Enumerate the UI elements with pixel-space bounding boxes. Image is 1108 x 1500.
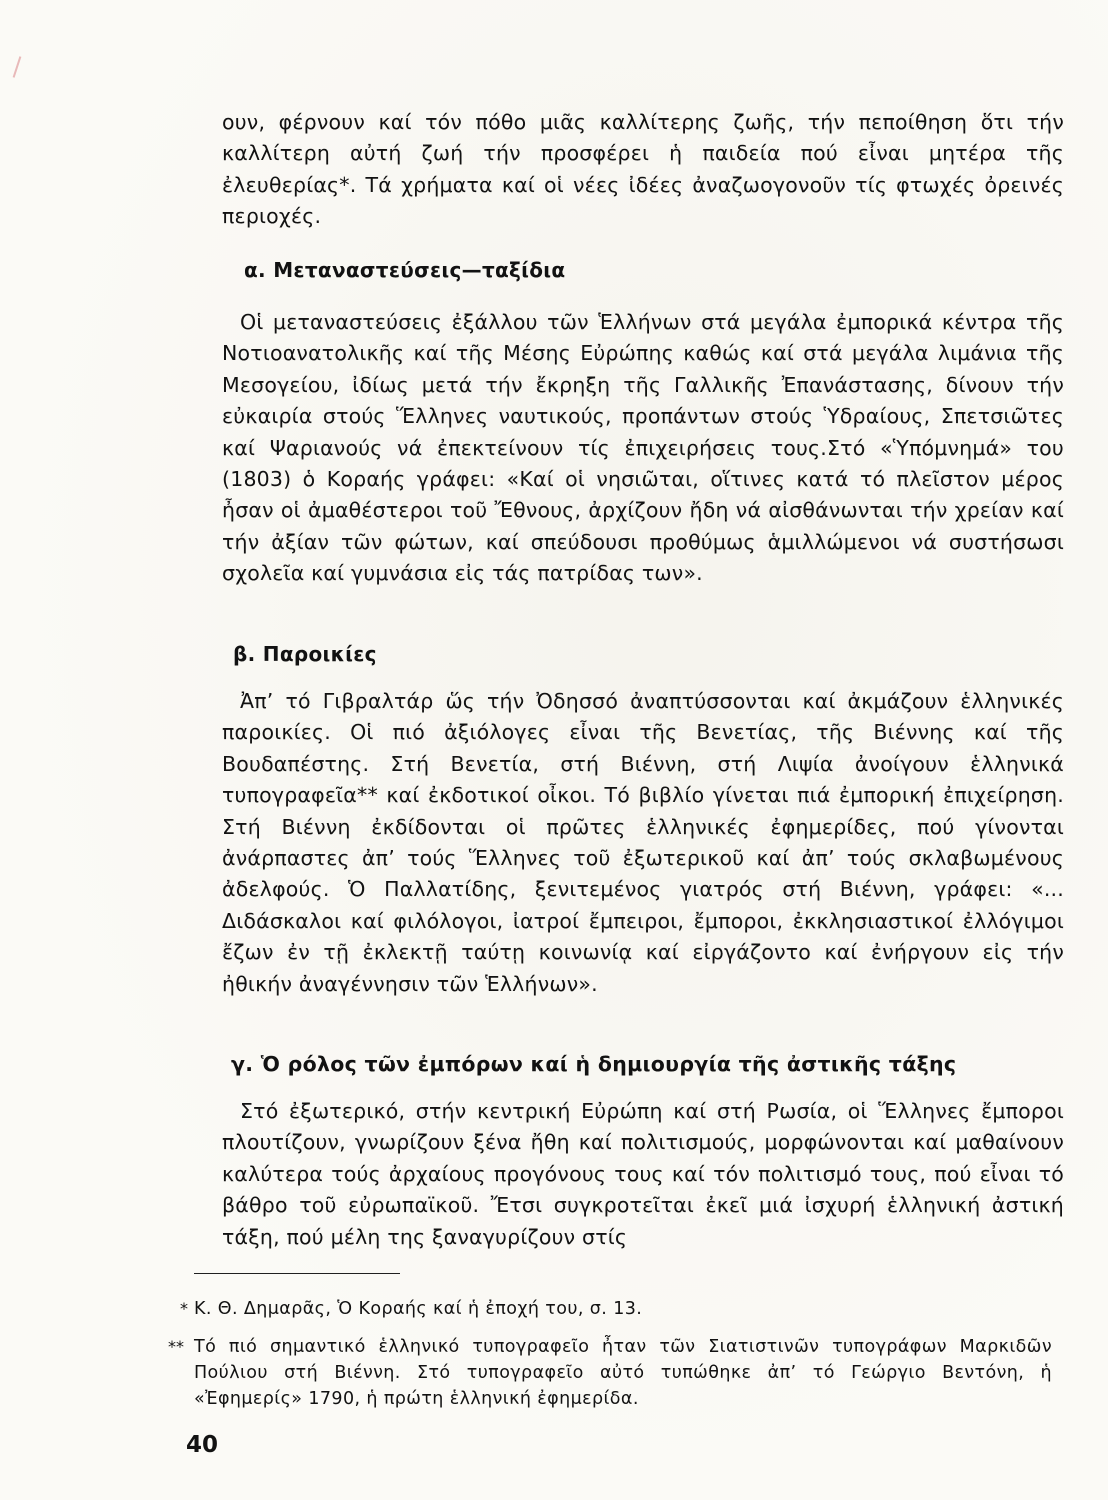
section-heading-merchants: γ. Ὁ ρόλος τῶν ἐμπόρων καί ἡ δημιουργία τῆς ἀστικῆς τάξης (231, 1052, 957, 1076)
footnote-text: Τό πιό σημαντικό ἑλληνικό τυπογραφεῖο ἦταν τῶν Σιατιστινῶν τυπογράφων Μαρκιδῶν Πούλιου στή Βιέννη. Στό τυπογραφεῖο αὐτό τυπώθηκε ἀπ’ τό Γεώργιο Βεντόνη, ἡ «Ἐφημερίς» 1790, ἡ πρώτη ἑλληνική ἐφημερίδα. (194, 1337, 1052, 1409)
paragraph-text: Οἱ μεταναστεύσεις ἐξάλλου τῶν Ἑλλήνων στά μεγάλα ἐμπορικά κέντρα τῆς Νοτιοανατολικῆς καί τῆς Μέσης Εὐρώπης καθώς καί στά μεγάλα λιμάνια τῆς Μεσογείου, ἰδίως μετά τήν ἔκρηξη τῆς Γαλλικῆς Ἐπανάστασης, δίνουν τήν εὐκαιρία στούς Ἕλληνες ναυτικούς, προπάντων στούς Ὑδραίους, Σπετσιῶτες καί Ψαριανούς νά ἐπεκτείνουν τίς ἐπιχειρήσεις τους.Στό «Ὑπόμνημά» του (1803) ὁ Κοραής γράφει: «Καί οἱ νησιῶται, οἵτινες κατά τό πλεῖστον μέρος ἦσαν οἱ ἀμαθέστεροι τοῦ Ἔθνους, ἀρχίζουν ἤδη νά αἰσθάνωνται τήν χρείαν καί τήν ἀξίαν τῶν φώτων, καί σπεύδουσι προθύμως ἁμιλλώμενοι νά συστήσωσι σχολεῖα καί γυμνάσια εἰς τάς πατρίδας των». (222, 310, 1064, 586)
section-heading-migrations: α. Μεταναστεύσεις—ταξίδια (244, 258, 566, 282)
paragraph-intro (222, 107, 1064, 233)
footnote-1 (180, 1296, 642, 1322)
paragraph-migrations (222, 307, 1064, 590)
paragraph-text: Στό ἐξωτερικό, στήν κεντρική Εὐρώπη καί στή Ρωσία, οἱ Ἕλληνες ἔμποροι πλουτίζουν, γνωρίζουν ξένα ἤθη καί πολιτισμούς, μορφώνονται καί μαθαίνουν καλύτερα τούς ἀρχαίους προγόνους τους καί τόν πολιτισμό τους, πού εἶναι τό βάθρο τοῦ εὐρωπαϊκοῦ. Ἔτσι συγκροτεῖται ἐκεῖ μιά ἰσχυρή ἑλληνική ἀστική τάξη, πού μέλη της ξαναγυρίζουν στίς (222, 1099, 1064, 1249)
paragraph-text: ουν, φέρνουν καί τόν πόθο μιᾶς καλλίτερης ζωῆς, τήν πεποίθηση ὅτι τήν καλλίτερη αὐτή ζωή τήν προσφέρει ἡ παιδεία πού εἶναι μητέρα τῆς ἐλευθερίας*. Τά χρήματα καί οἱ νέες ἰδέες ἀναζωογονοῦν τίς φτωχές ὀρεινές περιοχές. (222, 110, 1064, 229)
paragraph-communities (222, 686, 1064, 1000)
paragraph-text: Ἀπ’ τό Γιβραλτάρ ὥς τήν Ὀδησσό ἀναπτύσσονται καί ἀκμάζουν ἑλληνικές παροικίες. Οἱ πιό ἀξιόλογες εἶναι τῆς Βενετίας, τῆς Βιέννης καί τῆς Βουδαπέστης. Στή Βενετία, στή Βιέννη, στή Λιψία ἀνοίγουν ἑλληνικά τυπογραφεῖα** καί ἐκδοτικοί οἶκοι. Τό βιβλίο γίνεται πιά ἐμπορική ἐπιχείρηση. Στή Βιέννη ἐκδίδονται οἱ πρῶτες ἑλληνικές ἐφημερίδες, πού γίνονται ἀνάρπαστες ἀπ’ τούς Ἕλληνες τοῦ ἐξωτερικοῦ καί ἀπ’ τούς σκλαβωμένους ἀδελφούς. Ὁ Παλλατίδης, ξενιτεμένος γιατρός στή Βιέννη, γράφει: «... Διδάσκαλοι καί φιλόλογοι, ἰατροί ἔμπειροι, ἔμποροι, ἐκκλησιαστικοί ἐλλόγιμοι ἔζων ἐν τῇ ἐκλεκτῇ ταύτῃ κοινωνίᾳ καί εἰργάζοντο καί ἐνήργουν εἰς τήν ἠθικήν ἀναγέννησιν τῶν Ἑλλήνων». (222, 689, 1064, 996)
footnote-marker: ** (168, 1337, 184, 1356)
margin-pen-mark (13, 56, 22, 78)
footnote-2 (168, 1334, 1054, 1412)
footnote-divider (194, 1273, 400, 1274)
section-heading-communities: β. Παροικίες (233, 642, 377, 666)
paragraph-merchants (222, 1096, 1064, 1253)
footnote-marker: * (180, 1299, 188, 1318)
footnote-text: Κ. Θ. Δημαρᾶς, Ὁ Κοραής καί ἡ ἐποχή του, σ. 13. (194, 1299, 643, 1319)
page-number: 40 (186, 1432, 219, 1458)
